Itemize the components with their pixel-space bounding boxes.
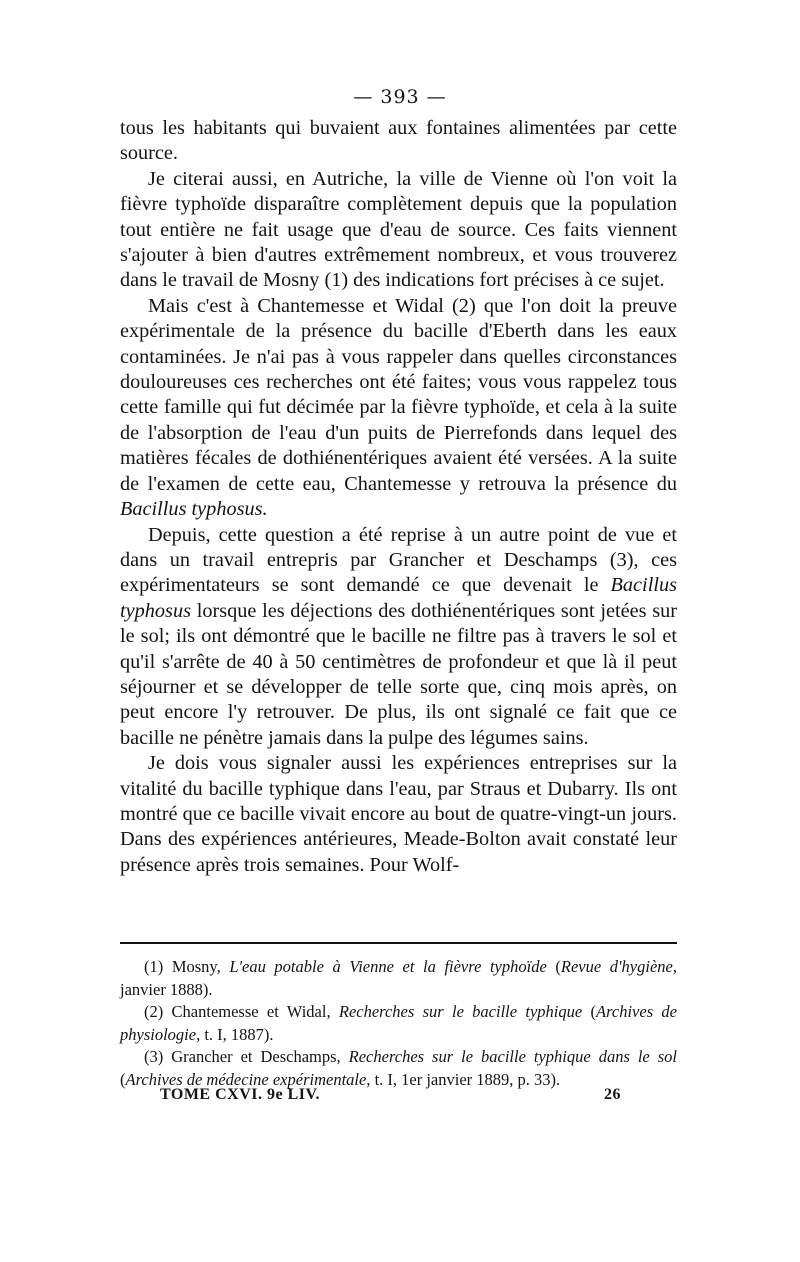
footnote-journal: Revue d'hygiène <box>560 957 673 976</box>
italic-term: Bacillus typhosus. <box>120 498 268 521</box>
footnote-text: (1) Mosny, <box>144 957 230 976</box>
footnote <box>120 1046 677 1091</box>
footnote-journal: Archives de physiologie <box>120 1002 677 1044</box>
footnote-text: ( <box>582 1002 596 1021</box>
footnote-text: , t. I, 1887). <box>196 1024 274 1044</box>
paragraph: Je dois vous signaler aussi les expériences entreprises sur la vitalité du bacille typhique dans l'eau, par Straus et Dubarry. Ils ont montré que ce bacille vivait encore au bout de quatre-vingt-un jours. Dans des expériences antérieures, Meade-Bolton avait constaté leur présence après trois semaines. Pour Wolf- <box>120 752 677 876</box>
footnote-text: ( <box>120 1069 126 1089</box>
footnote-text: , t. I, 1er janvier 1889, p. 33). <box>366 1069 561 1089</box>
footnote-text: , janvier 1888). <box>120 957 677 999</box>
signature-mark: TOME CXVI. 9e LIV. <box>160 1086 320 1103</box>
footnote-title: L'eau potable à Vienne et la fièvre typhoïde <box>229 957 547 976</box>
footnote <box>120 1001 677 1046</box>
paragraph-text: lorsque les déjections des dothiénentériques sont jetées sur le sol; ils ont démontré que le bacille ne filtre pas à travers le sol et qu'il s'arrête de 40 à 50 centimètres de profondeur et que là il peut séjourner et se développer de telle sorte que, cinq mois après, on peut encore l'y retrouver. De plus, ils ont signalé ce fait que ce bacille ne pénètre jamais dans la pulpe des légumes sains. <box>120 599 677 749</box>
footnote-divider <box>120 942 677 944</box>
footnote-text: ( <box>546 957 561 976</box>
footnote-text: (3) Grancher et Deschamps, <box>144 1047 349 1066</box>
footnote-journal: Archives de médecine expérimentale <box>125 1069 367 1089</box>
paragraph <box>120 523 677 752</box>
footnote-text: (2) Chantemesse et Widal, <box>144 1002 339 1021</box>
italic-term: Bacillus typhosus <box>120 574 677 622</box>
paragraph-text: Mais c'est à Chantemesse et Widal (2) que l'on doit la preuve expérimentale de la présence du bacille d'Eberth dans les eaux contaminées. Je n'ai pas à vous rappeler dans quelles circonstances douloureuses ces recherches ont été faites; vous vous rappelez tous cette famille qui fut décimée par la fièvre typhoïde, et cela à la suite de l'absorption de l'eau d'un puits de Pierrefonds dans lequel des matières fécales de dothiénentériques avaient été versées. A la suite de l'examen de cette eau, Chantemesse y retrouva la présence du <box>120 294 677 495</box>
paragraph: Je citerai aussi, en Autriche, la ville de Vienne où l'on voit la fièvre typhoïde disparaître complètement depuis que la population tout entière ne fait usage que d'eau de source. Ces faits viennent s'ajouter à bien d'autres extrêmement nombreux, et vous trouverez dans le travail de Mosny (1) des indications fort précises à ce sujet. <box>120 167 677 292</box>
paragraph: tous les habitants qui buvaient aux fontaines alimentées par cette source. <box>120 117 677 165</box>
footnote <box>120 956 677 1001</box>
page-number: — 393 — <box>353 86 447 108</box>
paragraph <box>120 294 677 523</box>
footnote-title: Recherches sur le bacille typhique <box>338 1002 583 1021</box>
footnotes <box>120 956 677 1091</box>
gathering-number: 26 <box>604 1086 621 1103</box>
main-text <box>120 116 677 878</box>
footnote-title: Recherches sur le bacille typhique dans le sol <box>348 1047 677 1066</box>
paragraph-text: Depuis, cette question a été reprise à un autre point de vue et dans un travail entrepris par Grancher et Deschamps (3), ces expérimentateurs se sont demandé ce que devenait le <box>120 523 677 597</box>
